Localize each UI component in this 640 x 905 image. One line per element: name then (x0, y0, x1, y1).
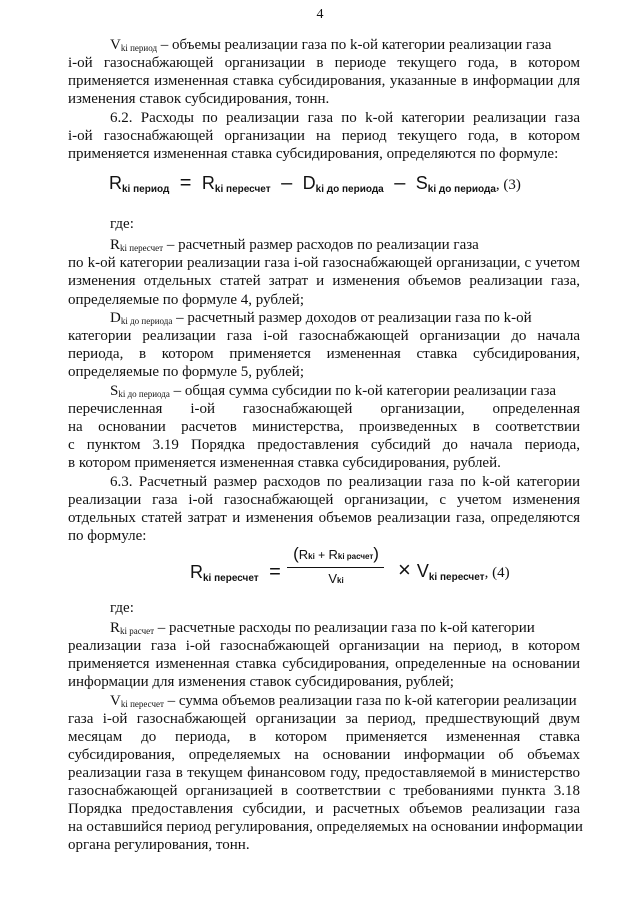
text-line: перечисленная i-ой газоснабжающей организации, определенная (68, 401, 580, 417)
text-line: по k-ой категории реализации газа i-ой газоснабжающей организации, с учетом (68, 255, 580, 271)
definition-text: – расчетные расходы по реализации газа по k-ой категории (154, 620, 535, 636)
formula-symbol: R (201, 173, 215, 193)
text-line: применяется измененная ставка субсидирования, указанные в информации для (68, 73, 580, 89)
fraction-numerator (286, 544, 386, 564)
page-number: 4 (316, 7, 324, 22)
text-line: периода, в котором применяется измененная ставка субсидирования, (68, 346, 580, 362)
symbol: R (110, 237, 121, 253)
formula-subscript: ki (308, 552, 315, 561)
where-label: где: (110, 600, 134, 616)
symbol: V (110, 693, 121, 709)
definition-line (110, 310, 580, 330)
formula-number: , (4) (484, 565, 510, 581)
definition-line (110, 237, 580, 257)
text-line: применяется измененная ставка субсидирования, определенные на основании (68, 656, 580, 672)
formula-symbol: R (328, 547, 338, 562)
fraction-denominator (286, 570, 386, 588)
definition-text: – расчетный размер расходов по реализации газа (163, 237, 479, 253)
formula-subscript: ki пересчет (428, 572, 485, 583)
formula-symbol: D (302, 173, 316, 193)
text-line: применяется измененная ставка субсидирования, определяются по формуле: (68, 146, 559, 162)
formula-symbol: V (416, 561, 429, 581)
text-line: i-ой газоснабжающей организации в периоде текущего года, в котором (68, 55, 580, 71)
text-line: в котором применяется измененная ставка субсидирования, рублей. (68, 455, 501, 471)
text-line: газоснабжающей организацией в соответствии с требованиями пункта 3.18 (68, 783, 580, 799)
definition-line (110, 37, 580, 57)
symbol-subscript: ki период (120, 43, 158, 53)
formula-bracket: ) (373, 544, 379, 563)
text-line: информации для изменения ставок субсидирования, рублей; (68, 674, 454, 690)
fraction-bar (287, 567, 384, 568)
formula-subscript: ki пересчет (214, 184, 271, 195)
text-line: месяцам до периода, в котором применяется измененная ставка (68, 729, 580, 745)
formula-symbol: V (328, 571, 337, 586)
definition-line (110, 383, 580, 403)
symbol-subscript: ki пересчет (120, 243, 164, 253)
symbol: R (110, 620, 121, 636)
text-line: субсидирования, определяемых на основании информации об объемах (68, 747, 580, 763)
text-line: определяемые по формуле 5, рублей; (68, 364, 304, 380)
symbol: S (110, 383, 119, 399)
text-line: категории реализации газа i-ой газоснабжающей организации до начала (68, 328, 580, 344)
symbol-subscript: ki пересчет (120, 699, 164, 709)
formula-subscript: ki до периода (427, 184, 496, 195)
formula-number: , (3) (495, 177, 521, 193)
text-line: изменения отдельных статей затрат и изменения объемов реализации газа, (68, 273, 580, 289)
text-line: по формуле: (68, 528, 147, 544)
formula-subscript: ki (337, 576, 344, 585)
formula-symbol: R (109, 173, 122, 193)
text-line: реализации газа i-ой газоснабжающей организации на период, в котором (68, 638, 580, 654)
where-label: где: (110, 216, 134, 232)
text-line: 6.3. Расчетный размер расходов по реализации газа по k-ой категории (110, 474, 580, 490)
formula-3 (109, 172, 521, 195)
text-line: 6.2. Расходы по реализации газа по k-ой категории реализации газа (110, 110, 580, 126)
formula-symbol: R (298, 547, 309, 562)
formula-operator: = (179, 172, 192, 194)
text-line: i-ой газоснабжающей организации на период текущего года, в котором (68, 128, 580, 144)
formula-subscript: ki период (122, 184, 170, 195)
definition-line (110, 693, 580, 713)
formula-operator: – (394, 172, 406, 194)
formula-operator: = (269, 561, 281, 583)
formula-bracket: ( (293, 544, 299, 563)
text-line: реализации газа в текущем финансовом году, предоставляемой в министерство (68, 765, 580, 781)
formula-rhs (392, 557, 510, 583)
definition-line (110, 620, 580, 640)
text-line: с пунктом 3.19 Порядка предоставления субсидий до начала периода, (68, 437, 580, 453)
definition-text: – общая сумма субсидии по k-ой категории реализации газа (169, 383, 557, 399)
text-line: на основании расчетов министерства, произведенных в соответствии (68, 419, 580, 435)
formula-operator: – (281, 172, 293, 194)
formula-operator: + (314, 548, 329, 562)
symbol: V (110, 37, 121, 53)
formula-operator: × (398, 557, 411, 582)
formula-symbol: R (190, 562, 203, 582)
text-line: определяемые по формуле 4, рублей; (68, 292, 304, 308)
formula-lhs (190, 561, 287, 584)
symbol-subscript: ki расчет (120, 626, 155, 636)
symbol-subscript: ki до периода (120, 316, 173, 326)
symbol: D (110, 310, 121, 326)
text-line: Порядка предоставления субсидии, и расчетных объемов реализации газа (68, 801, 580, 817)
formula-subscript: ki пересчет (203, 573, 259, 584)
definition-text: – объемы реализации газа по k-ой категории реализации газа (157, 37, 552, 53)
text-line: газа i-ой газоснабжающей организации за период, предшествующий двум (68, 711, 580, 727)
text-line: отдельных статей затрат и изменения объемов реализации газа, определяются (68, 510, 580, 526)
definition-text: – сумма объемов реализации газа по k-ой категории реализации (163, 693, 577, 709)
text-line: на оставшийся период регулирования, определяемых на основании информации (68, 819, 583, 835)
text-line: реализации газа i-ой газоснабжающей организации, с учетом изменения (68, 492, 580, 508)
formula-symbol: S (415, 173, 428, 193)
text-line: органа регулирования, тонн. (68, 837, 250, 853)
formula-subscript: ki до периода (315, 184, 384, 195)
formula-subscript: ki расчет (337, 552, 374, 561)
text-line: изменения ставок субсидирования, тонн. (68, 91, 330, 107)
symbol-subscript: ki до периода (118, 389, 170, 399)
definition-text: – расчетный размер доходов от реализации газа по k-ой (172, 310, 532, 326)
